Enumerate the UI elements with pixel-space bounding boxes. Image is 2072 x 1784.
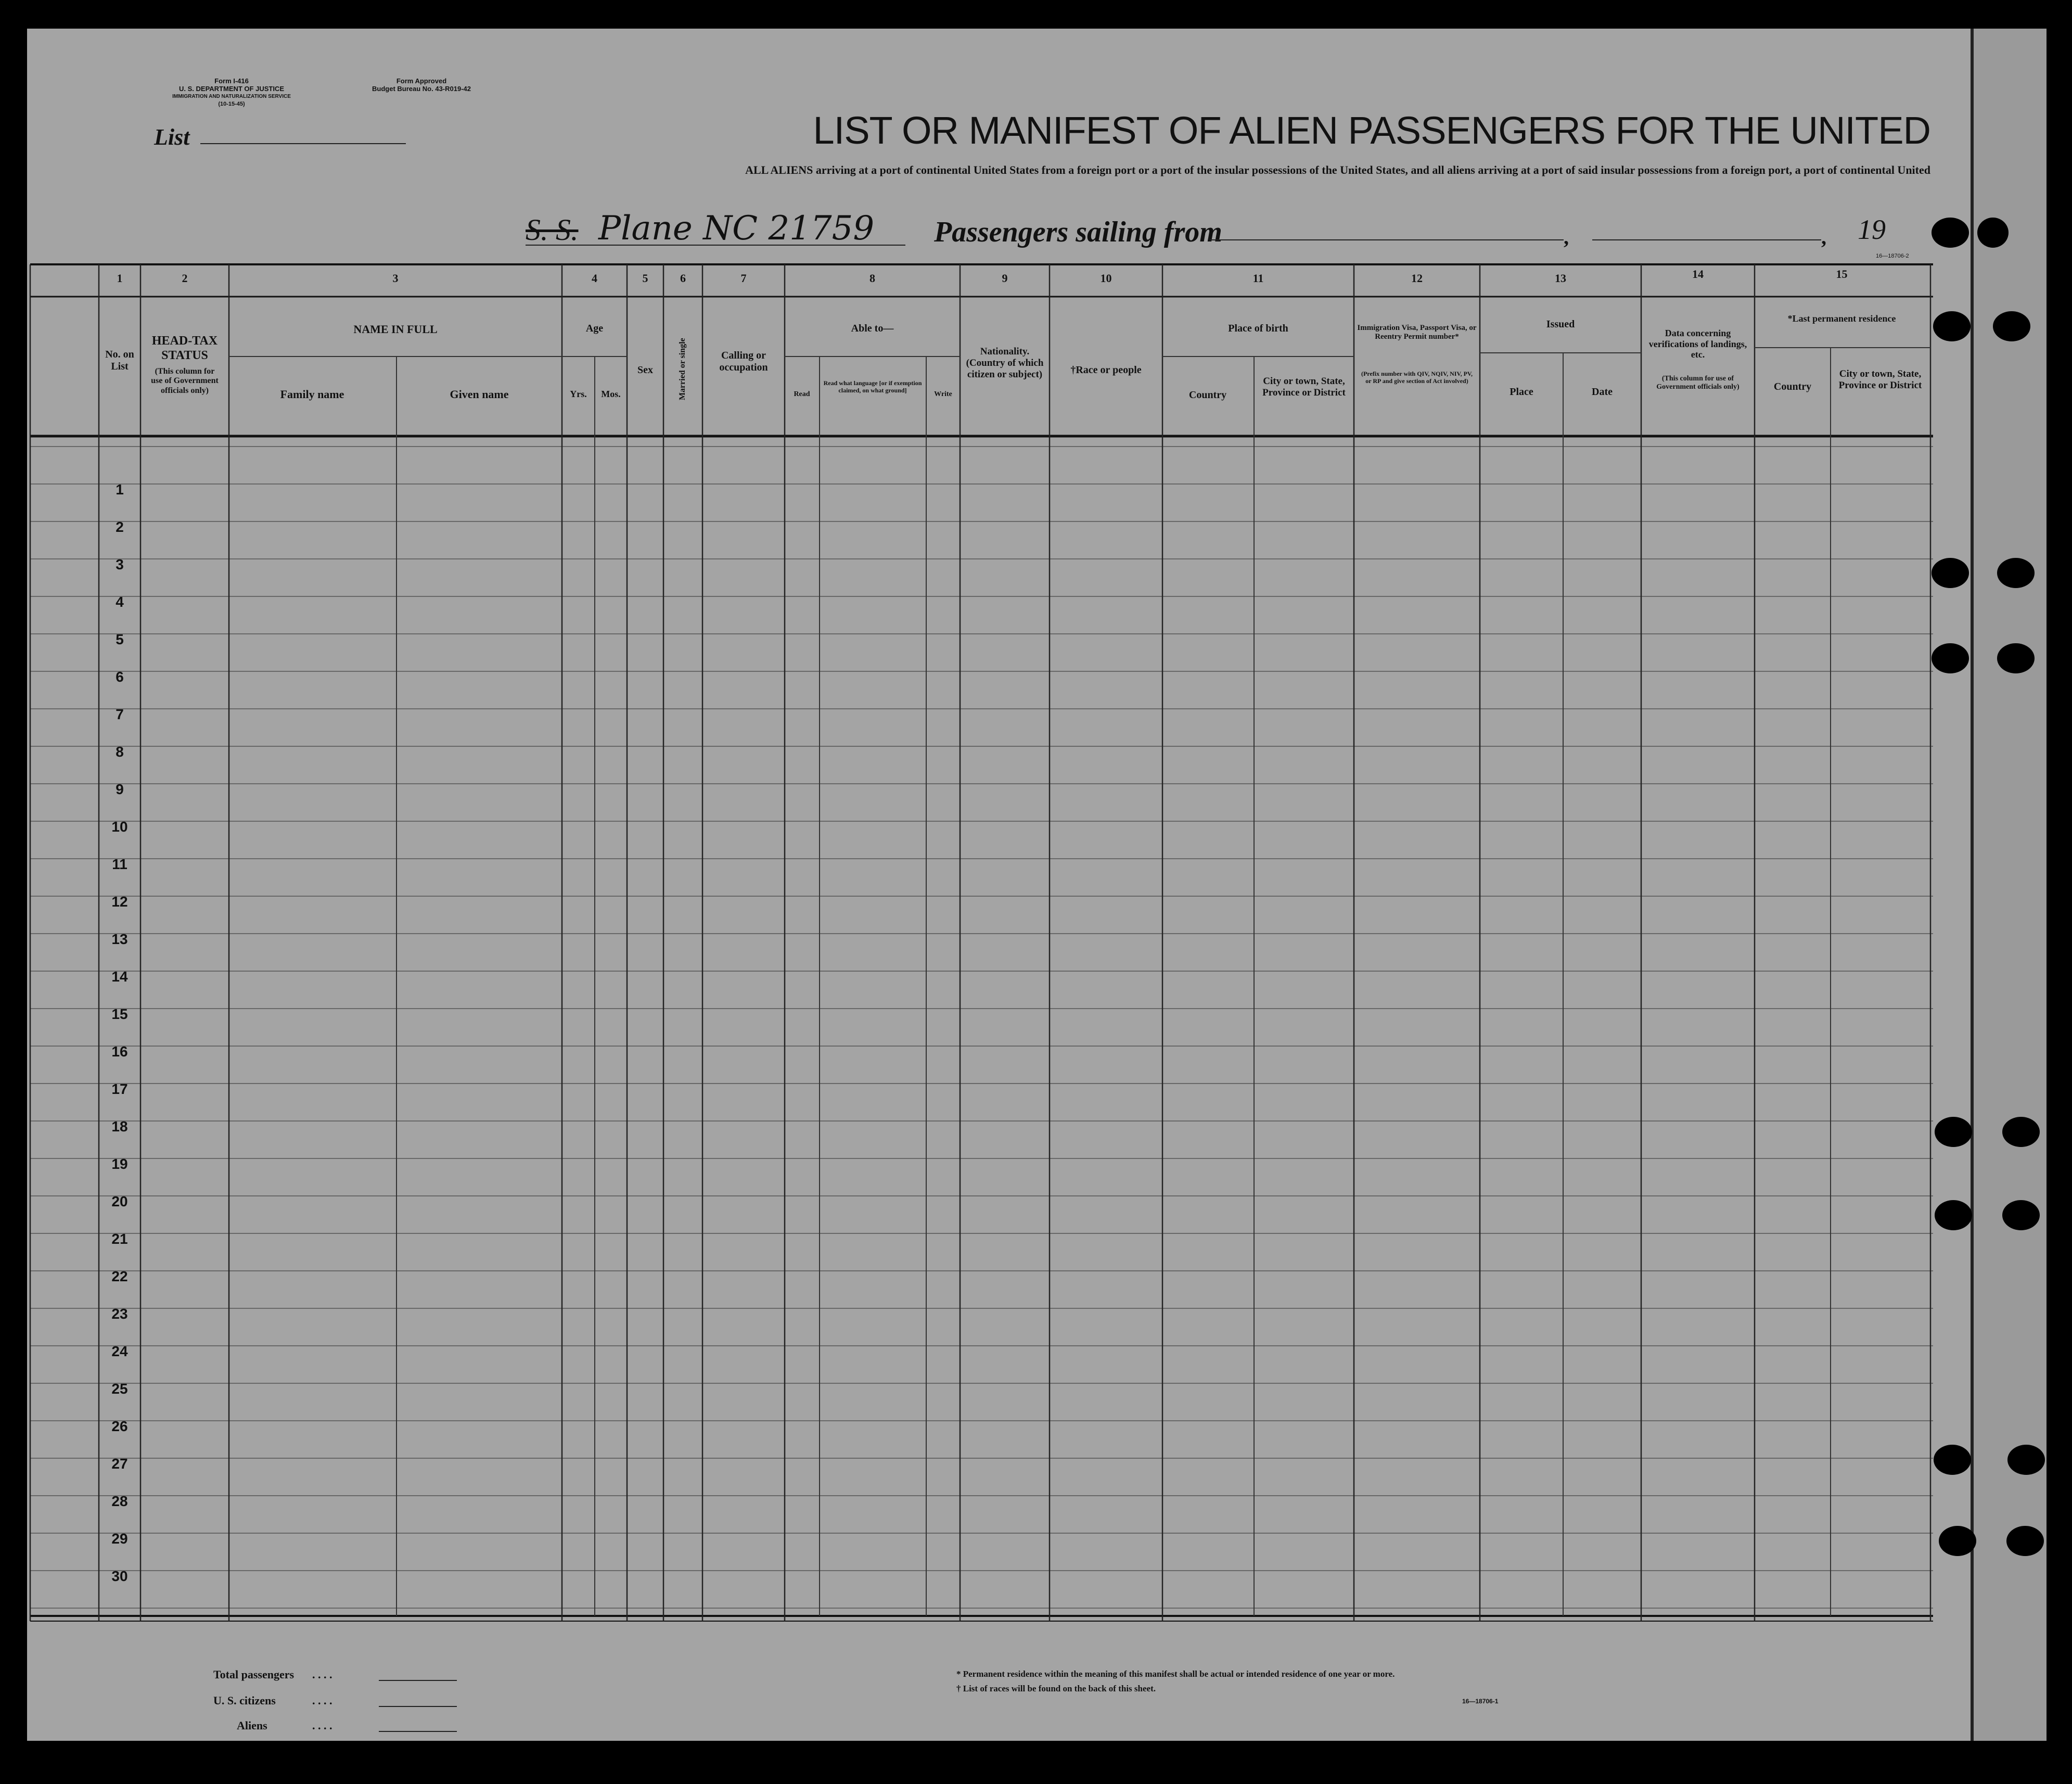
page-subtitle: ALL ALIENS arriving at a port of continental United States from a foreign port or a port of the insular possessions of the United States, and all aliens arriving at a port of said insular possessions from a foreign port, a port of continental United <box>745 163 1930 176</box>
column-number-3: 3 <box>392 272 399 285</box>
comma-2: , <box>1821 225 1826 249</box>
punch-hole <box>1934 1445 1971 1475</box>
punch-hole <box>1932 643 1969 673</box>
col-last-residence: *Last permanent residence <box>1787 313 1896 324</box>
col-place-of-birth: Place of birth <box>1228 323 1288 334</box>
col-age-yrs: Yrs. <box>570 389 587 399</box>
footnote-races: † List of races will be found on the back of this sheet. <box>956 1684 1156 1693</box>
form-edition: (10-15-45) <box>218 101 245 107</box>
row-number: 4 <box>116 594 124 610</box>
leader-dots: . . . . <box>312 1694 332 1707</box>
row-number: 19 <box>111 1156 128 1172</box>
col-residence-city: City or town, State, Province or District <box>1838 368 1922 391</box>
punch-hole <box>1935 1117 1972 1147</box>
row-number: 9 <box>116 781 124 797</box>
row-number: 14 <box>111 969 128 985</box>
total-passengers-field[interactable] <box>379 1680 457 1681</box>
budget-number: Budget Bureau No. 43-R019-42 <box>372 85 471 93</box>
col-race: †Race or people <box>1070 364 1142 376</box>
row-number: 6 <box>116 669 124 685</box>
column-number-11: 11 <box>1252 272 1264 285</box>
comma: , <box>1564 225 1569 249</box>
corner-code: 16—18706-2 <box>1876 253 1909 259</box>
us-citizens-field[interactable] <box>379 1706 457 1707</box>
column-number-12: 12 <box>1411 272 1423 285</box>
column-number-7: 7 <box>740 272 747 285</box>
column-number-14: 14 <box>1692 267 1704 281</box>
us-citizens-label: U. S. citizens <box>213 1694 276 1707</box>
punch-hole <box>1997 558 2035 588</box>
col-married-single: Married or single <box>677 338 687 401</box>
row-number: 25 <box>111 1381 128 1397</box>
row-number: 8 <box>116 744 124 760</box>
row-number: 12 <box>111 894 128 910</box>
col-calling: Calling or occupation <box>719 350 768 373</box>
column-number-9: 9 <box>1002 272 1008 285</box>
footnote-residence: * Permanent residence within the meaning of this manifest shall be actual or intended residence of one year or more. <box>956 1669 1395 1679</box>
col-residence-country: Country <box>1773 381 1812 392</box>
column-number-15: 15 <box>1836 267 1848 281</box>
punch-hole <box>1997 643 2035 673</box>
column-number-13: 13 <box>1555 272 1566 285</box>
col-family-name: Family name <box>280 388 344 401</box>
row-number: 13 <box>111 931 128 947</box>
punch-hole <box>2002 1117 2040 1147</box>
punch-hole <box>1939 1526 1976 1556</box>
row-number: 3 <box>116 556 124 572</box>
col-able-to: Able to— <box>851 323 894 334</box>
form-id: Form I-416 <box>214 77 249 85</box>
punch-hole <box>2007 1445 2045 1475</box>
list-label: List <box>154 124 190 150</box>
col-head-tax-note: (This column for use of Government officials only) <box>151 367 219 395</box>
year-prefix: 19 <box>1858 214 1886 245</box>
col-landing-data: Data concerning verifications of landings, etc. <box>1648 328 1747 360</box>
punch-hole <box>1977 218 2009 248</box>
sailing-label: Passengers sailing from <box>934 216 1222 248</box>
row-number: 11 <box>112 856 127 872</box>
leader-dots: . . . . <box>312 1668 332 1681</box>
footer-code: 16—18706-1 <box>1462 1698 1499 1705</box>
punch-hole <box>1932 558 1969 588</box>
row-number: 23 <box>111 1306 128 1322</box>
row-number: 17 <box>111 1081 128 1097</box>
punch-hole <box>1935 1200 1972 1230</box>
row-number: 7 <box>116 706 124 722</box>
col-visa-note: (Prefix number with QIV, NQIV, NIV, PV, or RP and give section of Act involved) <box>1361 370 1473 385</box>
service-name: IMMIGRATION AND NATURALIZATION SERVICE <box>172 94 291 99</box>
col-issued-date: Date <box>1592 386 1613 398</box>
row-number: 16 <box>111 1043 128 1060</box>
aliens-label: Aliens <box>237 1719 267 1732</box>
leader-dots: . . . . <box>312 1719 332 1732</box>
row-number: 21 <box>111 1231 128 1247</box>
column-number-10: 10 <box>1100 272 1112 285</box>
col-head-tax: HEAD-TAX STATUS <box>151 334 218 362</box>
col-nationality: Nationality. (Country of which citizen or subject) <box>966 346 1044 380</box>
col-given-name: Given name <box>450 388 509 401</box>
row-number: 29 <box>111 1531 128 1547</box>
approval-text: Form Approved <box>396 77 447 85</box>
department-name: U. S. DEPARTMENT OF JUSTICE <box>179 85 284 93</box>
col-read: Read <box>794 390 810 398</box>
punch-hole <box>2006 1526 2044 1556</box>
vessel-prefix: S. S. <box>526 213 579 247</box>
row-number: 30 <box>111 1568 128 1584</box>
col-sex: Sex <box>637 364 653 376</box>
row-number: 24 <box>111 1343 128 1359</box>
col-name-in-full: NAME IN FULL <box>353 323 438 336</box>
column-number-1: 1 <box>117 272 123 285</box>
row-number: 20 <box>111 1193 128 1209</box>
column-number-4: 4 <box>592 272 597 285</box>
col-issued: Issued <box>1546 318 1575 330</box>
row-number: 15 <box>111 1006 128 1022</box>
punch-hole <box>2002 1200 2040 1230</box>
punch-hole <box>1933 311 1971 341</box>
col-age: Age <box>585 323 604 334</box>
row-number: 1 <box>116 481 124 498</box>
row-number: 5 <box>116 631 124 647</box>
column-number-8: 8 <box>869 272 875 285</box>
row-number: 26 <box>111 1418 128 1434</box>
total-passengers-label: Total passengers <box>213 1668 295 1681</box>
punch-hole <box>1932 218 1969 248</box>
col-issued-place: Place <box>1510 386 1533 398</box>
col-landing-note: (This column for use of Government officials only) <box>1656 375 1740 391</box>
col-no-on-list: No. on List <box>105 349 134 372</box>
col-visa: Immigration Visa, Passport Visa, or Reentry Permit number* <box>1357 324 1477 341</box>
row-number: 22 <box>111 1268 128 1284</box>
vessel-handwritten[interactable]: Plane NC 21759 <box>598 209 875 248</box>
aliens-field[interactable] <box>379 1731 457 1732</box>
col-birth-country: Country <box>1188 389 1227 401</box>
col-birth-city: City or town, State, Province or District <box>1262 376 1346 398</box>
col-read-language: Read what language [or if exemption claimed, on what ground] <box>823 379 922 394</box>
row-number: 18 <box>111 1118 128 1135</box>
row-number: 27 <box>111 1456 128 1472</box>
column-number-2: 2 <box>182 272 188 285</box>
punch-hole <box>1993 311 2030 341</box>
row-number: 2 <box>116 519 124 535</box>
column-number-6: 6 <box>680 272 686 285</box>
column-number-5: 5 <box>642 272 648 285</box>
row-number: 10 <box>111 819 128 835</box>
col-write: Write <box>934 390 952 398</box>
row-number: 28 <box>111 1493 128 1509</box>
col-age-mos: Mos. <box>601 389 621 399</box>
page-title: LIST OR MANIFEST OF ALIEN PASSENGERS FOR THE UNITED <box>813 109 1930 152</box>
